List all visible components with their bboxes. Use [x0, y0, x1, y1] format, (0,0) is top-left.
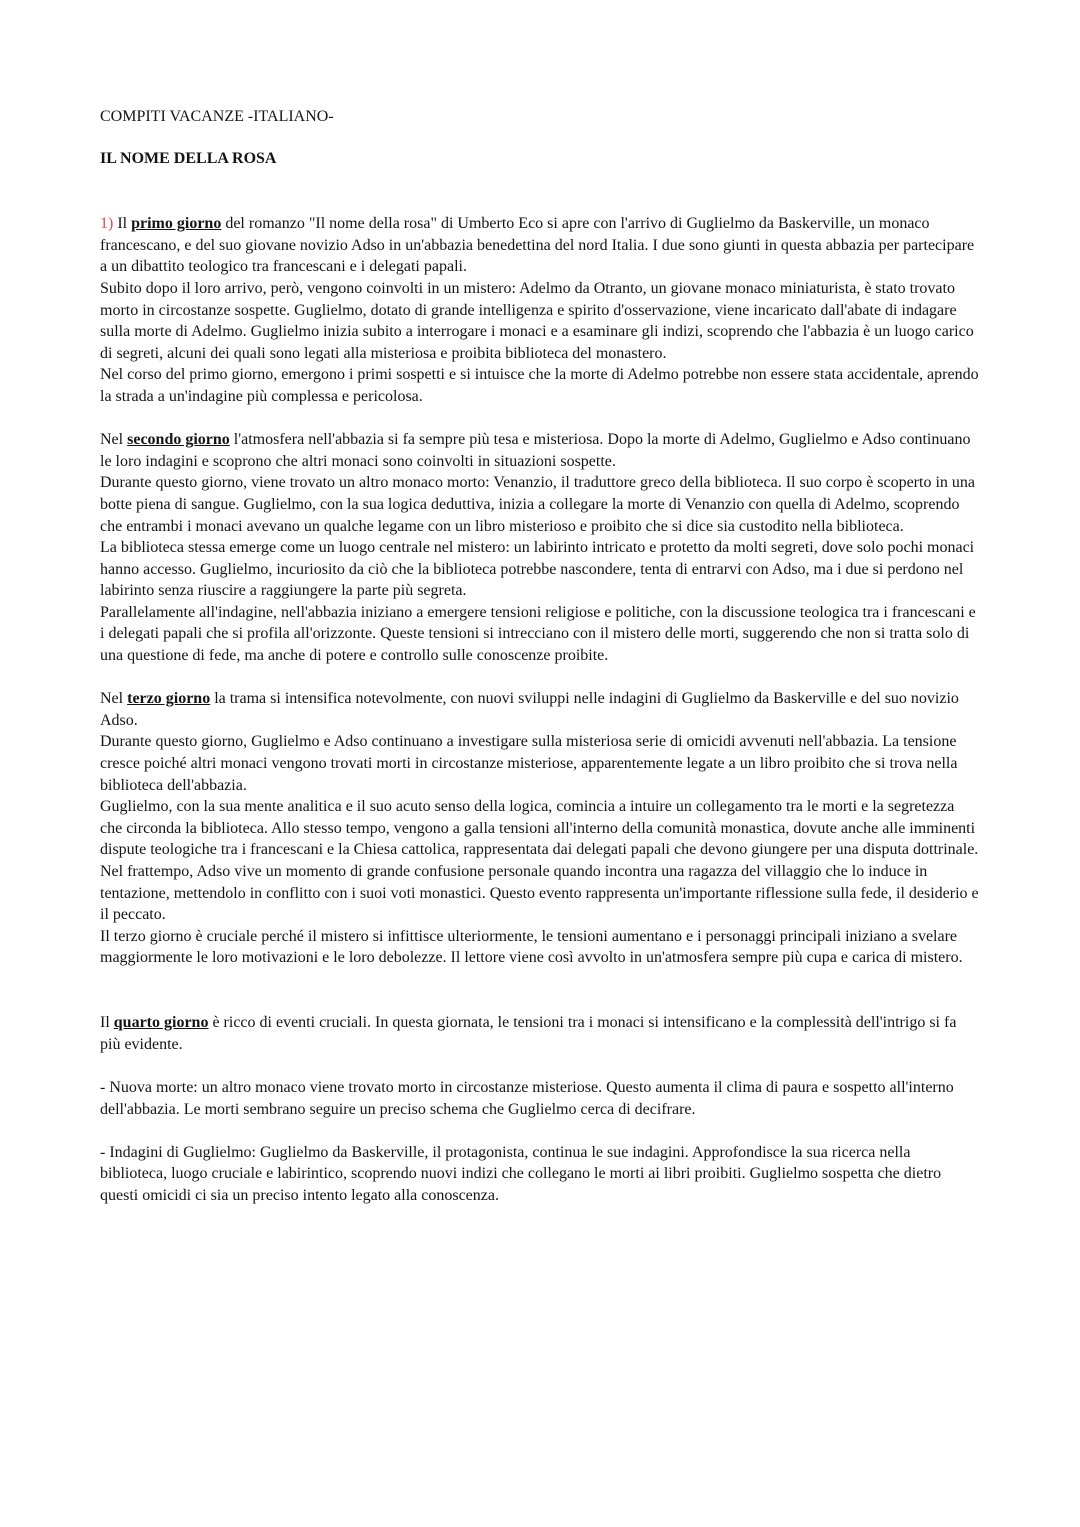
text-run: Nel	[100, 431, 128, 449]
paragraph	[100, 364, 980, 407]
paragraph	[100, 731, 980, 796]
page-title: IL NOME DELLA ROSA	[100, 149, 277, 167]
text-run: Durante questo giorno, viene trovato un altro monaco morto: Venanzio, il traduttore greco della biblioteca. Il suo corpo è scoperto in una botte piena di sangue. Guglielmo, con la sua logica deduttiva, inizia a collegare la morte di Venanzio con quella di Adelmo, scoprendo che entrambi i monaci avevano un qualche legame con un libro misterioso e proibito che si dice sia custodito nella biblioteca.	[100, 474, 975, 535]
text-run: è ricco di eventi cruciali. In questa giornata, le tensioni tra i monaci si intensificano e la complessità dell'intrigo si fa più evidente.	[100, 1014, 957, 1053]
paragraph	[100, 213, 980, 278]
text-run: Nel frattempo, Adso vive un momento di grande confusione personale quando incontra una ragazza del villaggio che lo induce in tentazione, mettendolo in conflitto con i suoi voti monastici. Questo evento rappresenta un'importante riflessione sulla fede, il desiderio e il peccato.	[100, 863, 979, 924]
document-body	[100, 213, 980, 1206]
text-run: Subito dopo il loro arrivo, però, vengono coinvolti in un mistero: Adelmo da Otranto, un giovane monaco miniaturista, è stato trovato morto in circostanze sospette. Guglielmo, dotato di grande intelligenza e spirito d'osservazione, viene incaricato dall'abate di indagare sulla morte di Adelmo. Guglielmo inizia subito a interrogare i monaci e a esaminare gli indizi, scoprendo che l'abbazia è un luogo carico di segreti, alcuni dei quali sono legati alla misteriosa e proibita biblioteca del monastero.	[100, 279, 974, 362]
text-run: del romanzo "Il nome della rosa" di Umberto Eco si apre con l'arrivo di Guglielmo da Baskerville, un monaco francescano, e del suo giovane novizio Adso in un'abbazia benedettina del nord Italia. I due sono giunti in questa abbazia per partecipare a un dibattito teologico tra francescani e i delegati papali.	[100, 215, 975, 276]
paragraph	[100, 1142, 980, 1207]
paragraph	[100, 688, 980, 731]
paragraph	[100, 278, 980, 364]
paragraph	[100, 861, 980, 926]
day-label-run: primo giorno	[131, 215, 222, 233]
day-label-run: quarto giorno	[113, 1014, 209, 1032]
paragraph	[100, 602, 980, 667]
text-run: Nel corso del primo giorno, emergono i primi sospetti e si intuisce che la morte di Adelmo potrebbe non essere stata accidentale, aprendo la strada a un'indagine più complessa e pericolosa.	[100, 366, 979, 405]
text-run: Durante questo giorno, Guglielmo e Adso continuano a investigare sulla misteriosa serie di omicidi avvenuti nell'abbazia. La tensione cresce poiché altri monaci vengono trovati morti in circostanze misteriose, apparentemente legate a un libro proibito che si trova nella biblioteca dell'abbazia.	[100, 733, 958, 794]
text-run: La biblioteca stessa emerge come un luogo centrale nel mistero: un labirinto intricato e protetto da molti segreti, dove solo pochi monaci hanno accesso. Guglielmo, incuriosito da ciò che la biblioteca potrebbe nascondere, tenta di entrarvi con Adso, ma i due si perdono nel labirinto senza riuscire a raggiungere la parte più segreta.	[100, 539, 975, 600]
text-run: - Nuova morte: un altro monaco viene trovato morto in circostanze misteriose. Questo aumenta il clima di paura e sospetto all'interno dell'abbazia. Le morti sembrano seguire un preciso schema che Guglielmo cerca di decifrare.	[100, 1078, 954, 1118]
text-run: la trama si intensifica notevolmente, con nuovi sviluppi nelle indagini di Guglielmo da Baskerville e del suo novizio Adso.	[100, 690, 959, 729]
paragraph	[100, 472, 980, 537]
text-run: Guglielmo, con la sua mente analitica e il suo acuto senso della logica, comincia a intuire un collegamento tra le morti e la segretezza che circonda la biblioteca. Allo stesso tempo, vengono a galla tensioni all'interno della comunità monastica, dovute anche alle imminenti dispute teologiche tra i francescani e la Chiesa cattolica, rappresentata dai delegati papali che devono giungere per una disputa dottrinale.	[100, 798, 979, 859]
text-run: Parallelamente all'indagine, nell'abbazia iniziano a emergere tensioni religiose e politiche, con la discussione teologica tra i francescani e i delegati papali che si profila all'orizzonte. Queste tensioni si intrecciano con il mistero delle morti, suggerendo che non si tratta solo di una questione di fede, ma anche di potere e controllo sulle conoscenze proibite.	[100, 603, 976, 665]
day-label-run: secondo giorno	[127, 431, 230, 449]
text-run: Il	[117, 215, 132, 233]
text-run: l'atmosfera nell'abbazia si fa sempre più tesa e misteriosa. Dopo la morte di Adelmo, Guglielmo e Adso continuano le loro indagini e scoprono che altri monaci sono coinvolti in situazioni sospette.	[100, 431, 971, 470]
paragraph	[100, 537, 980, 602]
text-run: Il	[100, 1014, 114, 1032]
paragraph	[100, 796, 980, 861]
text-run: Il terzo giorno è cruciale perché il mistero si infittisce ulteriormente, le tensioni aumentano e i personaggi principali iniziano a svelare maggiormente le loro motivazioni e le loro debolezze. Il lettore viene così avvolto in un'atmosfera sempre più cupa e carica di mistero.	[100, 927, 963, 967]
paragraph	[100, 429, 980, 472]
day-label-run: terzo giorno	[127, 690, 211, 708]
paragraph	[100, 1077, 980, 1120]
paragraph	[100, 926, 980, 969]
paragraph	[100, 1012, 980, 1055]
text-run: - Indagini di Guglielmo: Guglielmo da Baskerville, il protagonista, continua le sue indagini. Approfondisce la sua ricerca nella biblioteca, luogo cruciale e labirintico, scoprendo nuovi indizi che collegano le morti ai libri proibiti. Guglielmo sospetta che dietro questi omicidi ci sia un preciso intento legato alla conoscenza.	[100, 1143, 942, 1204]
text-run: Nel	[100, 690, 128, 708]
list-number-run: 1)	[100, 215, 118, 233]
document-header: COMPITI VACANZE -ITALIANO-	[100, 108, 334, 125]
